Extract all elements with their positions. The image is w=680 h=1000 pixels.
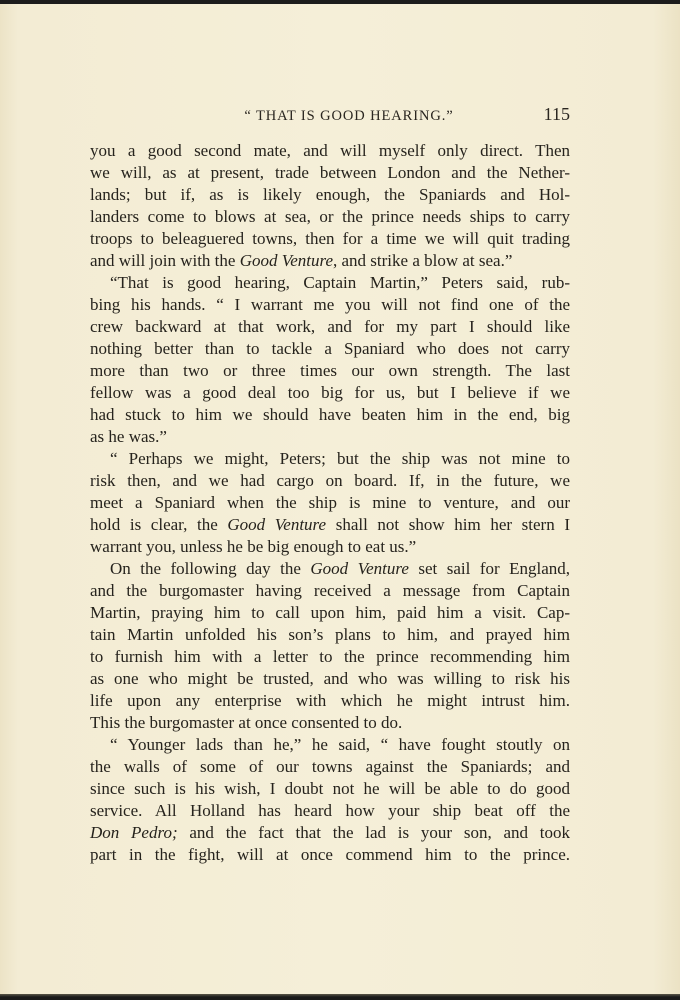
text-segment: This the burgomaster at once consented to do. (90, 713, 403, 732)
text-line (90, 712, 570, 734)
text-segment: On the following day the (110, 559, 311, 578)
text-segment: “ Perhaps we might, Peters; but the ship was not mine to (110, 449, 570, 468)
text-line (90, 404, 570, 426)
text-line (90, 734, 570, 756)
text-segment: we will, as at present, trade between London and the Nether- (90, 163, 570, 182)
text-line (90, 184, 570, 206)
text-segment: shall not show him her stern I (326, 515, 570, 534)
text-segment: the walls of some of our towns against the Spaniards; and (90, 757, 570, 776)
text-segment: bing his hands. “ I warrant me you will not find one of the (90, 295, 570, 314)
text-segment: as one who might be trusted, and who was willing to risk his (90, 669, 570, 688)
text-line (90, 492, 570, 514)
text-line (90, 316, 570, 338)
text-line (90, 558, 570, 580)
text-segment: since such is his wish, I doubt not he will be able to do good (90, 779, 570, 798)
italic-text: Good Venture (227, 515, 327, 534)
text-segment: as he was.” (90, 427, 167, 446)
text-line (90, 668, 570, 690)
text-line (90, 360, 570, 382)
text-segment: had stuck to him we should have beaten him in the end, big (90, 405, 570, 424)
text-line (90, 514, 570, 536)
text-line (90, 844, 570, 866)
running-title: “ THAT IS GOOD HEARING.” (244, 108, 454, 124)
text-line (90, 536, 570, 558)
text-segment: landers come to blows at sea, or the prince needs ships to carry (90, 207, 570, 226)
text-line (90, 800, 570, 822)
text-segment: more than two or three times our own strength. The last (90, 361, 570, 380)
text-line (90, 162, 570, 184)
text-line (90, 382, 570, 404)
text-segment: crew backward at that work, and for my part I should like (90, 317, 570, 336)
text-segment: lands; but if, as is likely enough, the Spaniards and Hol- (90, 185, 570, 204)
text-line (90, 624, 570, 646)
text-segment: service. All Holland has heard how your ship beat off the (90, 801, 570, 820)
text-line (90, 338, 570, 360)
text-segment: set sail for England, (408, 559, 571, 578)
text-line (90, 448, 570, 470)
text-segment: and the burgomaster having received a message from Captain (90, 581, 570, 600)
text-line (90, 228, 570, 250)
text-segment: nothing better than to tackle a Spaniard who does not carry (90, 339, 570, 358)
text-segment: risk then, and we had cargo on board. If, in the future, we (90, 471, 570, 490)
text-line (90, 272, 570, 294)
text-segment: “That is good hearing, Captain Martin,” Peters said, rub- (110, 273, 570, 292)
body-text (90, 140, 570, 866)
text-segment: you a good second mate, and will myself only direct. Then (90, 141, 570, 160)
page-number: 115 (543, 104, 570, 124)
text-line (90, 690, 570, 712)
text-line (90, 426, 570, 448)
text-segment: and the fact that the lad is your son, and took (177, 823, 570, 842)
text-segment: hold is clear, the (90, 515, 228, 534)
text-segment: warrant you, unless he be big enough to eat us.” (90, 537, 417, 556)
scan-top-edge (0, 0, 680, 4)
scan-bottom-edge (0, 994, 680, 1000)
text-segment: part in the fight, will at once commend him to the prince. (90, 845, 570, 864)
text-segment: to furnish him with a letter to the prince recommending him (90, 647, 570, 666)
text-segment: , and strike a blow at sea.” (333, 251, 513, 270)
text-segment: and will join with the (90, 251, 240, 270)
text-line (90, 646, 570, 668)
text-segment: life upon any enterprise with which he might intrust him. (90, 691, 570, 710)
text-segment: troops to beleaguered towns, then for a time we will quit trading (90, 229, 570, 248)
text-line (90, 756, 570, 778)
italic-text: Good Venture (310, 559, 409, 578)
text-line (90, 470, 570, 492)
italic-text: Don Pedro; (90, 823, 178, 842)
text-segment: “ Younger lads than he,” he said, “ have fought stoutly on (110, 735, 570, 754)
text-line (90, 580, 570, 602)
text-segment: tain Martin unfolded his son’s plans to him, and prayed him (90, 625, 570, 644)
text-segment: meet a Spaniard when the ship is mine to venture, and our (90, 493, 570, 512)
text-line (90, 822, 570, 844)
text-line (90, 140, 570, 162)
text-segment: Martin, praying him to call upon him, paid him a visit. Cap- (90, 603, 570, 622)
text-segment: fellow was a good deal too big for us, but I believe if we (90, 383, 570, 402)
text-line (90, 294, 570, 316)
running-head (90, 104, 570, 128)
text-line (90, 778, 570, 800)
text-line (90, 206, 570, 228)
text-line (90, 250, 570, 272)
text-line (90, 602, 570, 624)
italic-text: Good Venture (239, 251, 334, 270)
